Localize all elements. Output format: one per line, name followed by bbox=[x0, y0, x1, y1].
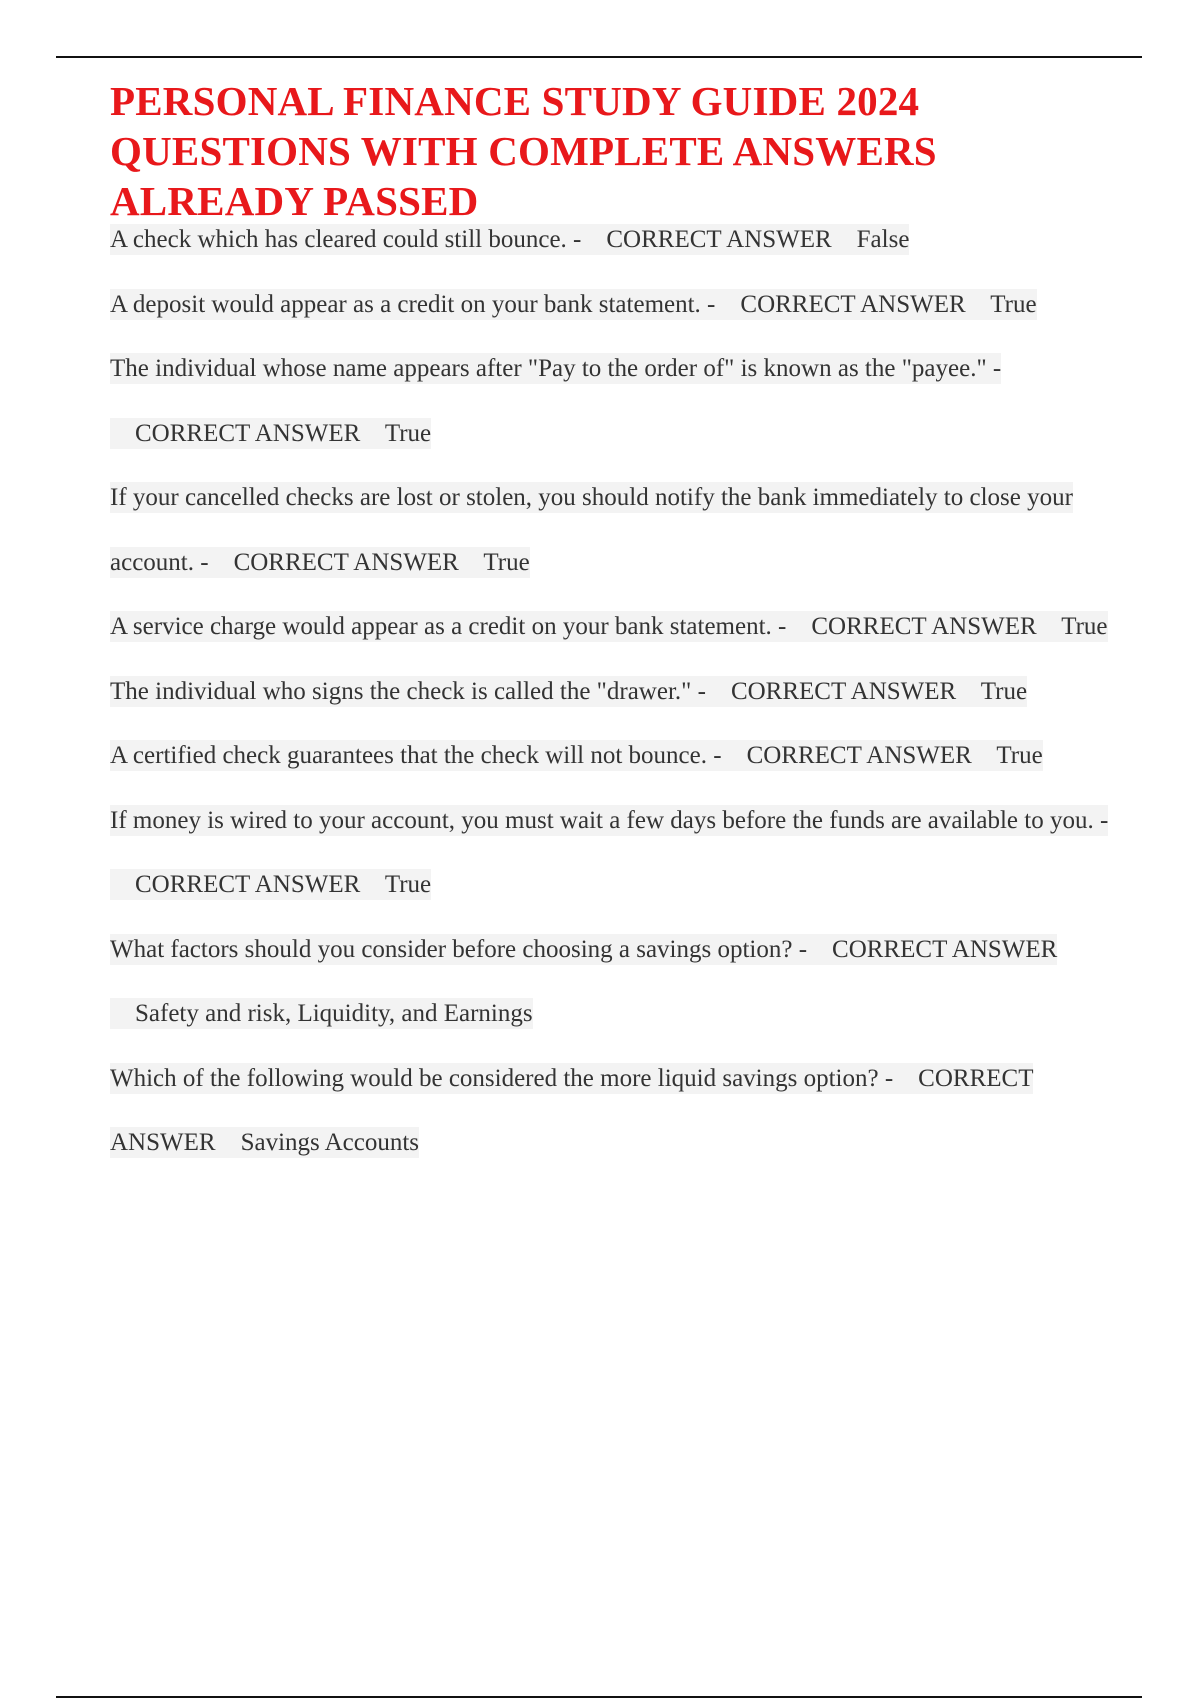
question-text: The individual whose name appears after "Pay to the order of" is known as the "payee." - bbox=[110, 355, 1002, 382]
top-rule bbox=[56, 56, 1142, 58]
qa-item bbox=[110, 918, 1130, 1047]
answer-text: True bbox=[996, 742, 1043, 769]
question-text: A deposit would appear as a credit on your bank statement. - bbox=[110, 290, 716, 318]
answer-label: CORRECT ANSWER bbox=[135, 871, 361, 898]
answer-label: CORRECT ANSWER bbox=[110, 1064, 1034, 1156]
qa-item bbox=[110, 1047, 1130, 1176]
answer-text: True bbox=[384, 871, 432, 898]
answer-label: CORRECT ANSWER bbox=[606, 226, 832, 253]
answer-text: True bbox=[980, 677, 1028, 705]
answer-text: True bbox=[1061, 613, 1108, 640]
bottom-rule bbox=[56, 1696, 1142, 1698]
question-text: What factors should you consider before choosing a savings option? - bbox=[110, 935, 808, 963]
document-title: PERSONAL FINANCE STUDY GUIDE 2024 QUESTIONS WITH COMPLETE ANSWERS ALREADY PASSED bbox=[110, 78, 937, 224]
answer-text: False bbox=[856, 226, 910, 253]
question-text: If money is wired to your account, you must wait a few days before the funds are available to you. - bbox=[110, 806, 1109, 834]
qa-item bbox=[110, 337, 1130, 466]
answer-text: True bbox=[990, 290, 1037, 318]
answer-text: Savings Accounts bbox=[240, 1129, 420, 1156]
document-body bbox=[110, 76, 1130, 1176]
answer-label: CORRECT ANSWER bbox=[746, 742, 972, 769]
answer-label: CORRECT ANSWER bbox=[135, 419, 361, 447]
qa-item bbox=[110, 789, 1130, 918]
answer-text: True bbox=[384, 419, 432, 447]
qa-item bbox=[110, 660, 1130, 725]
qa-item bbox=[110, 595, 1130, 660]
question-text: A service charge would appear as a credit on your bank statement. - bbox=[110, 613, 787, 640]
qa-list bbox=[110, 208, 1130, 1176]
answer-label: CORRECT ANSWER bbox=[730, 677, 957, 705]
answer-label: CORRECT ANSWER bbox=[811, 613, 1037, 640]
qa-item bbox=[110, 724, 1130, 789]
answer-label: CORRECT ANSWER bbox=[832, 935, 1058, 963]
answer-label: CORRECT ANSWER bbox=[233, 548, 459, 576]
answer-text: Safety and risk, Liquidity, and Earnings bbox=[135, 1000, 533, 1027]
qa-item bbox=[110, 208, 1130, 273]
answer-text: True bbox=[483, 548, 530, 576]
qa-item bbox=[110, 466, 1130, 595]
answer-label: CORRECT ANSWER bbox=[740, 290, 966, 318]
question-text: The individual who signs the check is called the "drawer." - bbox=[110, 677, 706, 705]
qa-item bbox=[110, 273, 1130, 338]
question-text: Which of the following would be considered the more liquid savings option? - bbox=[110, 1064, 894, 1092]
question-text: If your cancelled checks are lost or stolen, you should notify the bank immediately to close your account. - bbox=[110, 484, 1073, 576]
question-text: A check which has cleared could still bounce. - bbox=[110, 226, 582, 253]
question-text: A certified check guarantees that the check will not bounce. - bbox=[110, 742, 722, 769]
